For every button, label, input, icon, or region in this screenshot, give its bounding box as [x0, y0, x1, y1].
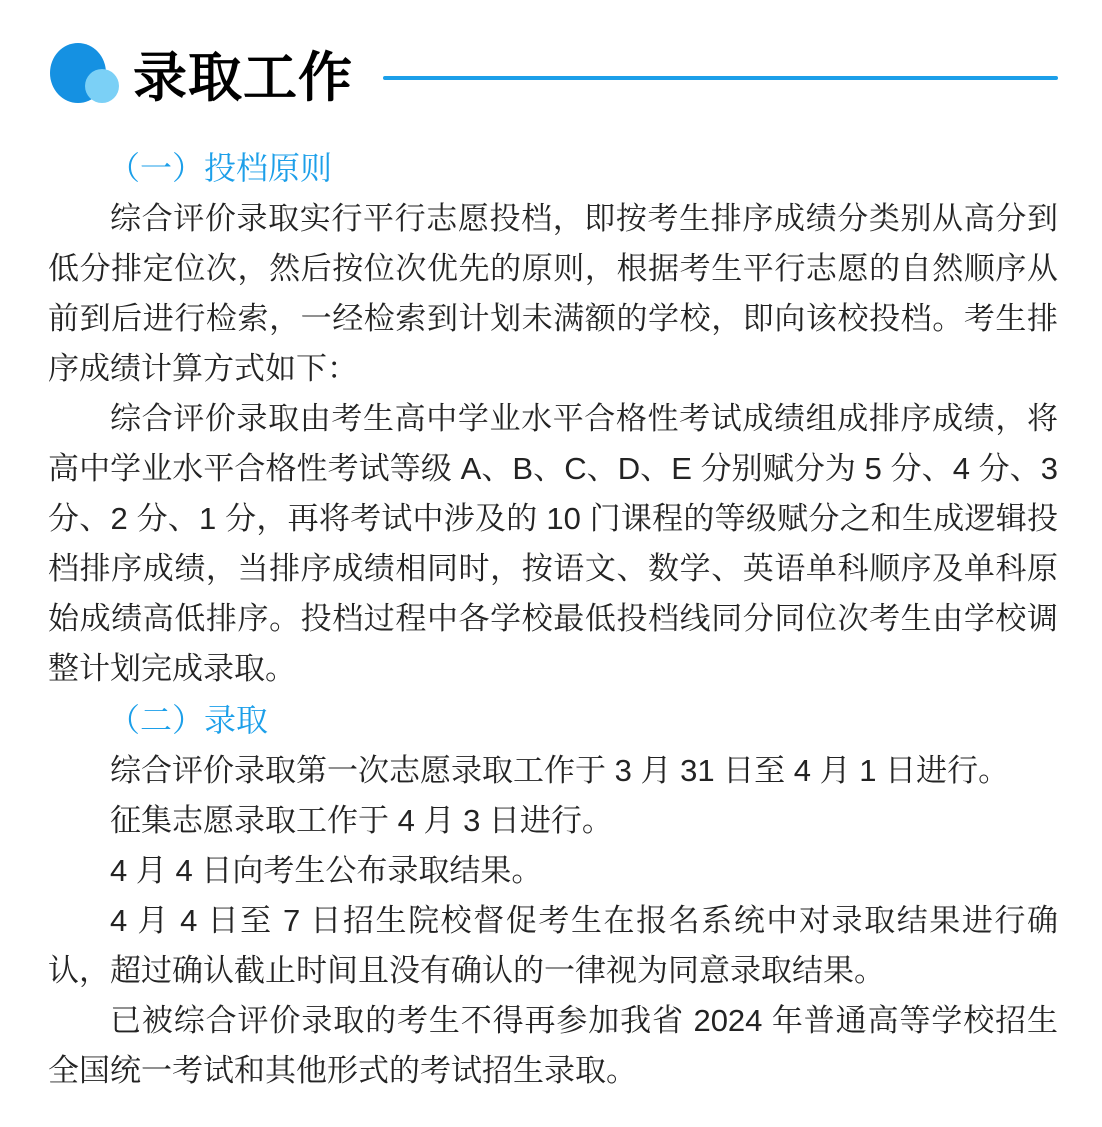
paragraph-filing-overview: 综合评价录取实行平行志愿投档，即按考生排序成绩分类别从高分到低分排定位次，然后按位次优先的原则，根据考生平行志愿的自然顺序从前到后进行检索，一经检索到计划未满额的学校，即向该校投档。考生排序成绩计算方式如下：	[48, 201, 1058, 386]
paragraph-result-confirmation: 4 月 4 日至 7 日招生院校督促考生在报名系统中对录取结果进行确认，超过确认截止时间且没有确认的一律视为同意录取结果。	[48, 903, 1058, 988]
logo-small-circle	[85, 69, 119, 103]
two-circles-logo-icon	[48, 40, 121, 116]
paragraph-first-round-dates: 综合评价录取第一次志愿录取工作于 3 月 31 日至 4 月 1 日进行。	[110, 753, 1010, 788]
paragraph-supplementary-round-date: 征集志愿录取工作于 4 月 3 日进行。	[110, 803, 613, 838]
document-body	[48, 146, 1058, 1096]
section-heading-admission: （二）录取	[108, 702, 269, 738]
paragraph-score-composition: 综合评价录取由考生高中学业水平合格性考试成绩组成排序成绩，将高中学业水平合格性考试等级 A、B、C、D、E 分别赋分为 5 分、4 分、3 分、2 分、1 分，再将考试中涉及的 10 门课程的等级赋分之和生成逻辑投档排序成绩，当排序成绩相同时，按语文、数学、英语单科顺序及单科原始成绩高低排序。投档过程中各学校最低投档线同分同位次考生由学校调整计划完成录取。	[48, 401, 1058, 686]
paragraph-results-announcement-date: 4 月 4 日向考生公布录取结果。	[110, 853, 543, 888]
document-header	[48, 40, 1058, 116]
paragraph-no-further-exams: 已被综合评价录取的考生不得再参加我省 2024 年普通高等学校招生全国统一考试和其他形式的考试招生录取。	[48, 1003, 1058, 1088]
section-heading-filing-principle: （一）投档原则	[108, 150, 333, 186]
header-divider-line	[383, 76, 1058, 80]
page-title: 录取工作	[133, 48, 353, 108]
